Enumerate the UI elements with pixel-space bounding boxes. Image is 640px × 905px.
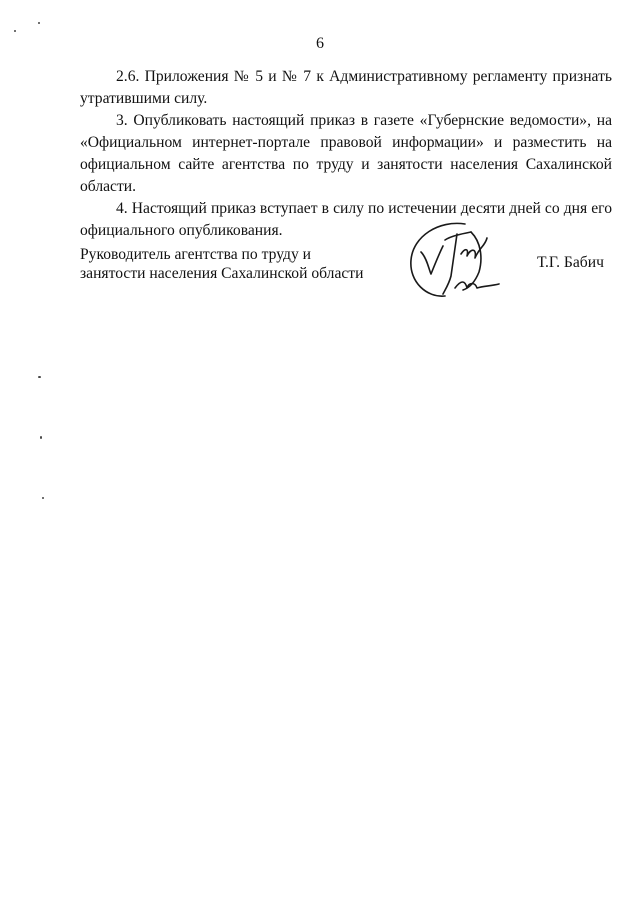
signatory-name: Т.Г. Бабич: [537, 254, 604, 271]
signatory-position-line-2: занятости населения Сахалинской области: [80, 265, 364, 282]
paragraph-2-6: 2.6. Приложения № 5 и № 7 к Административному регламенту признать утратившими силу.: [80, 68, 612, 107]
signatory-position: [80, 245, 363, 283]
scan-speck: [38, 22, 40, 24]
paragraph-4: 4. Настоящий приказ вступает в силу по истечении десяти дней со дня его официального опубликования.: [80, 200, 612, 239]
document-body: [80, 66, 612, 242]
scan-speck: [38, 376, 41, 378]
signatory-position-line-1: Руководитель агентства по труду и: [80, 246, 311, 263]
scan-speck: [42, 497, 44, 499]
paragraph-3: 3. Опубликовать настоящий приказ в газете «Губернские ведомости», на «Официальном интернет-портале правовой информации» и разместить на официальном сайте агентства по труду и занятости населения Сахалинской области.: [80, 112, 612, 195]
scan-speck: [40, 436, 42, 439]
page-number: 6: [316, 35, 324, 52]
scan-speck: [14, 30, 16, 32]
handwritten-signature-icon: [405, 218, 505, 302]
